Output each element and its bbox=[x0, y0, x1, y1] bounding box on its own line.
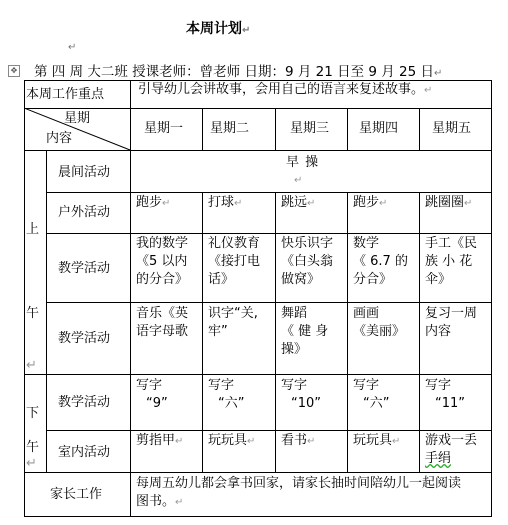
indoor-fri: 游戏一丢 手绢 bbox=[425, 433, 478, 466]
outdoor-wed: 跳远↵ bbox=[281, 195, 316, 210]
col-divider bbox=[202, 108, 203, 150]
row-divider bbox=[46, 430, 492, 431]
outdoor-tue: 打球↵ bbox=[208, 195, 243, 210]
col-divider bbox=[46, 150, 47, 472]
col-divider bbox=[347, 108, 348, 150]
table-anchor-icon[interactable]: ✥ bbox=[8, 65, 20, 77]
outdoor-thu: 跑步↵ bbox=[353, 195, 388, 210]
indoor-thu: 玩玩具↵ bbox=[353, 433, 401, 448]
row-divider bbox=[46, 233, 492, 234]
pm-label-top: 下 bbox=[26, 406, 40, 421]
teach1-fri: 手工《民 族 小 花 伞》 bbox=[425, 236, 478, 287]
focus-text: 引导幼儿会讲故事，会用自己的语言来复述故事。↵ bbox=[138, 82, 433, 97]
teach2-thu: 画画 《美丽》 bbox=[353, 306, 406, 339]
row-label-teaching: 教学活动 bbox=[58, 395, 111, 410]
teach3-fri: 写字 “11” bbox=[425, 378, 466, 411]
class-info-line: 第 四 周 大二班 授课老师：曾老师 日期：9 月 21 日至 9 月 25 日↵ bbox=[34, 64, 443, 80]
outdoor-mon: 跑步↵ bbox=[136, 195, 171, 210]
col-divider bbox=[419, 192, 420, 472]
teach2-tue: 识字“关, 牢” bbox=[208, 306, 258, 339]
paragraph-mark: ↵ bbox=[26, 456, 37, 471]
teach3-wed: 写字 “10” bbox=[281, 378, 322, 411]
row-label-teaching: 教学活动 bbox=[58, 261, 111, 276]
teach3-mon: 写字 “9” bbox=[136, 378, 168, 411]
am-label-top: 上 bbox=[26, 222, 40, 237]
day-header-fri: 星期五 bbox=[432, 121, 472, 136]
teach1-wed: 快乐识字 《白头翁 做窝》 bbox=[281, 236, 334, 287]
col-divider bbox=[347, 192, 348, 472]
weekly-plan-table bbox=[24, 80, 492, 516]
row-label-teaching: 教学活动 bbox=[58, 331, 111, 346]
col-divider bbox=[275, 192, 276, 472]
teach3-tue: 写字 “六” bbox=[208, 378, 245, 411]
day-header-thu: 星期四 bbox=[359, 121, 399, 136]
table-border-right bbox=[491, 80, 492, 517]
day-header-mon: 星期一 bbox=[144, 121, 184, 136]
paragraph-mark: ↵ bbox=[68, 42, 77, 53]
teach2-wed: 舞蹈 《 健 身 操》 bbox=[281, 306, 329, 357]
morning-exercise: 早 操 bbox=[286, 155, 320, 170]
row-label-outdoor: 户外活动 bbox=[58, 205, 111, 220]
indoor-tue: 玩玩具↵ bbox=[208, 433, 256, 448]
teach2-fri: 复习一周 内容 bbox=[425, 306, 478, 339]
outdoor-fri: 跳圈圈↵ bbox=[425, 195, 473, 210]
col-divider bbox=[419, 108, 420, 150]
focus-label: 本周工作重点 bbox=[26, 87, 105, 102]
col-divider bbox=[202, 192, 203, 472]
paragraph-mark: ↵ bbox=[294, 175, 303, 186]
day-header-tue: 星期二 bbox=[210, 121, 250, 136]
row-divider bbox=[24, 374, 492, 375]
indoor-mon: 剪指甲↵ bbox=[136, 433, 184, 448]
pm-label-bottom: 午 bbox=[26, 440, 40, 455]
indoor-wed: 看书↵ bbox=[281, 433, 316, 448]
row-divider bbox=[46, 302, 492, 303]
row-divider bbox=[46, 192, 492, 193]
corner-header-content: 内容 bbox=[46, 131, 73, 146]
row-label-morning: 晨间活动 bbox=[58, 165, 111, 180]
corner-header-day: 星期 bbox=[64, 111, 91, 126]
page-title: 本周计划↵ bbox=[186, 21, 251, 37]
teach1-tue: 礼仪教育 《接打电 话》 bbox=[208, 236, 261, 287]
row-divider bbox=[24, 472, 492, 473]
parent-label: 家长工作 bbox=[50, 487, 103, 502]
table-border-bottom bbox=[24, 516, 492, 517]
parent-text: 每周五幼儿都会拿书回家，请家长抽时间陪幼儿一起阅读 图书。↵ bbox=[136, 476, 462, 509]
teach3-thu: 写字 “六” bbox=[353, 378, 390, 411]
col-divider bbox=[275, 108, 276, 150]
day-header-wed: 星期三 bbox=[290, 121, 330, 136]
row-label-indoor: 室内活动 bbox=[58, 445, 111, 460]
am-label-bottom: 午 bbox=[26, 306, 40, 321]
teach2-mon: 音乐《英 语字母歌 bbox=[136, 306, 189, 339]
teach1-thu: 数学 《 6.7 的 分合》 bbox=[353, 236, 408, 287]
paragraph-mark: ↵ bbox=[26, 358, 37, 373]
teach1-mon: 我的数学 《5 以内 的分合》 bbox=[136, 236, 189, 287]
